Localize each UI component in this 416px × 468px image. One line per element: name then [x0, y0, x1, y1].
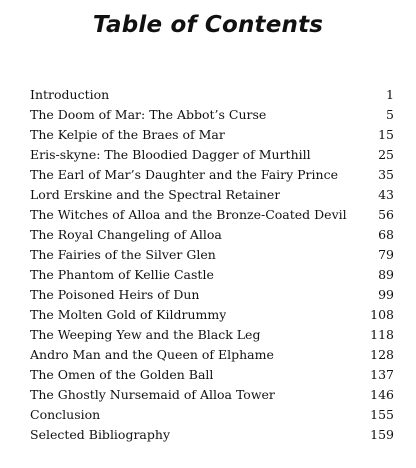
toc-entry-title: The Fairies of the Silver Glen	[30, 247, 216, 262]
toc-entry-title: The Earl of Mar’s Daughter and the Fairy Prince	[30, 167, 338, 182]
toc-entry-page-number: 99	[378, 287, 394, 302]
toc-entry-row	[30, 365, 394, 385]
toc-entry-title: The Doom of Mar: The Abbot’s Curse	[30, 107, 267, 122]
toc-entry-title: The Ghostly Nursemaid of Alloa Tower	[30, 387, 275, 402]
toc-entry-page-number: 79	[378, 247, 394, 262]
toc-entry-title: The Phantom of Kellie Castle	[30, 267, 214, 282]
toc-entry-title: The Weeping Yew and the Black Leg	[30, 327, 261, 342]
toc-entry-row	[30, 145, 394, 165]
toc-entry-row	[30, 165, 394, 185]
toc-entry-page-number: 68	[378, 227, 394, 242]
toc-entry-row	[30, 225, 394, 245]
toc-entry-row	[30, 285, 394, 305]
toc-entry-page-number: 89	[378, 267, 394, 282]
toc-entry-row	[30, 405, 394, 425]
toc-entry-title: Andro Man and the Queen of Elphame	[30, 347, 274, 362]
toc-entry-page-number: 108	[370, 307, 394, 322]
toc-entry-page-number: 155	[370, 407, 394, 422]
toc-entry-title: The Molten Gold of Kildrummy	[30, 307, 227, 322]
toc-entry-page-number: 1	[386, 87, 394, 102]
toc-entry-row	[30, 245, 394, 265]
toc-entry-page-number: 159	[370, 427, 394, 442]
toc-entry-title: The Omen of the Golden Ball	[30, 367, 214, 382]
toc-entry-row	[30, 265, 394, 285]
toc-entry-page-number: 56	[378, 207, 394, 222]
toc-entry-page-number: 137	[370, 367, 394, 382]
toc-entry-page-number: 43	[378, 187, 394, 202]
toc-entry-page-number: 118	[370, 327, 394, 342]
toc-entry-row	[30, 105, 394, 125]
toc-entry-title: Eris-skyne: The Bloodied Dagger of Murthill	[30, 147, 311, 162]
toc-entry-title: Introduction	[30, 87, 110, 102]
toc-entry-row	[30, 425, 394, 445]
toc-entry-title: The Royal Changeling of Alloa	[30, 227, 222, 242]
toc-entry-row	[30, 385, 394, 405]
toc-entry-title: Selected Bibliography	[30, 427, 171, 442]
toc-entry-page-number: 128	[370, 347, 394, 362]
toc-list	[30, 85, 394, 445]
toc-entry-title: Conclusion	[30, 407, 101, 422]
toc-entry-row	[30, 325, 394, 345]
toc-entry-title: Lord Erskine and the Spectral Retainer	[30, 187, 281, 202]
toc-entry-row	[30, 185, 394, 205]
toc-entry-title: The Witches of Alloa and the Bronze-Coated Devil	[30, 207, 347, 222]
toc-entry-page-number: 35	[378, 167, 394, 182]
page-title: Table of Contents	[92, 12, 324, 38]
toc-entry-page-number: 5	[386, 107, 394, 122]
toc-entry-row	[30, 305, 394, 325]
toc-entry-row	[30, 205, 394, 225]
toc-entry-page-number: 15	[378, 127, 394, 142]
toc-entry-row	[30, 345, 394, 365]
toc-entry-row	[30, 125, 394, 145]
toc-entry-title: The Kelpie of the Braes of Mar	[30, 127, 225, 142]
toc-entry-title: The Poisoned Heirs of Dun	[30, 287, 200, 302]
toc-entry-page-number: 146	[370, 387, 394, 402]
toc-entry-page-number: 25	[378, 147, 394, 162]
toc-entry-row	[30, 85, 394, 105]
